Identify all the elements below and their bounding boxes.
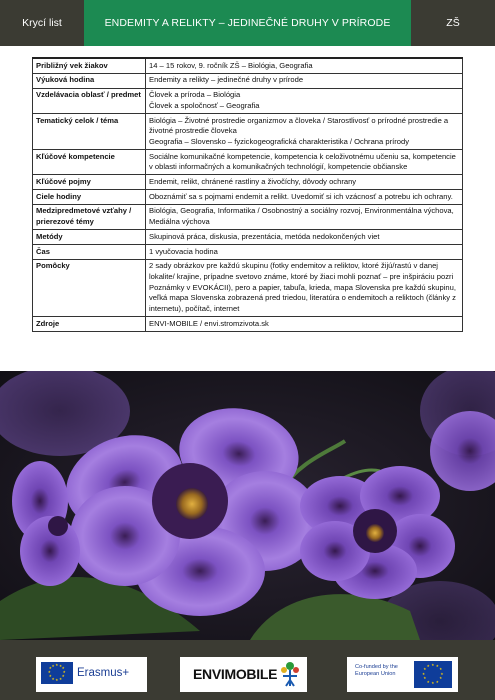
row-key: Ciele hodiny [33,190,146,205]
eu-star-icon: ★ [58,663,63,668]
eu-star-icon: ★ [61,666,65,671]
eu-star-icon: ★ [58,676,63,681]
erasmus-label: Erasmus+ [77,667,130,679]
page-header [0,0,495,46]
row-key: Približný vek žiakov [33,58,146,73]
row-key: Medzipredmetové vzťahy / prierezové témy [33,204,146,229]
eu-star-icon: ★ [435,663,440,668]
tree-figure-icon [277,660,303,688]
row-key: Tematický celok / téma [33,113,146,149]
table-row [33,73,463,88]
row-value: ENVI-MOBILE / envi.stromzivota.sk [146,316,463,331]
flower-photo [0,371,495,640]
eu-flag-icon [414,661,452,688]
eu-star-icon: ★ [435,679,440,684]
eu-star-icon: ★ [431,662,435,667]
row-value: Endemity a relikty – jedinečné druhy v prírode [146,73,463,88]
row-key: Metódy [33,230,146,245]
eu-star-icon: ★ [51,676,55,681]
eu-star-icon: ★ [431,680,435,685]
row-value: Endemit, relikt, chránené rastliny a živočíchy, dôvody ochrany [146,175,463,190]
eu-star-icon: ★ [48,673,52,678]
table-row [33,113,463,149]
table-row [33,230,463,245]
header-title: ENDEMITY A RELIKTY – JEDINEČNÉ DRUHY V PRÍRODE [84,0,411,46]
eu-star-icon: ★ [62,670,66,675]
row-key: Vzdelávacia oblasť / predmet [33,88,146,113]
table-row [33,58,463,73]
row-key: Pomôcky [33,259,146,316]
eu-star-icon: ★ [48,666,52,671]
eu-star-icon: ★ [423,667,427,672]
eu-star-icon: ★ [423,676,427,681]
row-value: Človek a príroda – Biológia Človek a spoločnosť – Geografia [146,88,463,113]
eu-star-icon: ★ [55,662,59,667]
cofunded-label: Co-funded by the European Union [355,664,398,677]
row-value: 14 – 15 rokov, 9. ročník ZŠ – Biológia, Geografia [146,58,463,73]
table-row [33,175,463,190]
table-row [33,204,463,229]
header-label-left: Krycí list [0,0,84,46]
eu-star-icon: ★ [422,671,426,676]
table-row [33,316,463,331]
row-value: Biológia, Geografia, Informatika / Osobnostný a sociálny rozvoj, Environmentálna výchova, Mediálna výchova [146,204,463,229]
petunia-image [0,371,495,640]
table-row [33,259,463,316]
eu-star-icon: ★ [439,676,443,681]
table-row [33,245,463,260]
eu-flag-icon [41,662,73,684]
eu-star-icon: ★ [47,670,51,675]
row-key: Kľúčové kompetencie [33,149,146,174]
info-table [32,57,463,332]
row-value: 2 sady obrázkov pre každú skupinu (fotky endemitov a reliktov, ktoré žijú/rastú v danej lokalite/ krajine, prípadne svetovo známe, ktoré by žiaci mohli poznať – pre inšpiráciu pozri Poznámky v EVOKÁCII), pero a papier, tabuľa, krieda, mapa Slovenska pre každú skupinu, veľká mapa Slovenska zobrazená pred triedou, literatúra o endemitoch a reliktoch (články z internetu), počítač, internet [146,259,463,316]
row-key: Zdroje [33,316,146,331]
eu-star-icon: ★ [426,663,430,668]
eu-star-icon: ★ [61,673,65,678]
eu-star-icon: ★ [439,667,443,672]
row-value: Sociálne komunikačné kompetencie, kompetencia k celoživotnému učeniu sa, kompetencie v oblasti informačných a komunikačných technológií, kompetencie občianske [146,149,463,174]
envimobile-label: ENVIMOBILE [193,666,278,682]
row-key: Výuková hodina [33,73,146,88]
eu-star-icon: ★ [440,671,444,676]
row-value: Skupinová práca, diskusia, prezentácia, metóda nedokončených viet [146,230,463,245]
eu-star-icon: ★ [55,677,59,682]
row-value: 1 vyučovacia hodina [146,245,463,260]
table-row [33,88,463,113]
row-key: Čas [33,245,146,260]
eu-star-icon: ★ [426,679,430,684]
row-value: Oboznámiť sa s pojmami endemit a relikt. Uvedomiť si ich vzácnosť a potrebu ich ochrany. [146,190,463,205]
row-value: Biológia – Životné prostredie organizmov a človeka / Starostlivosť o prírodné prostredie a životné prostredie človeka Geografia – Slovensko – fyzickogeografická charakteristika / Ochrana prírody [146,113,463,149]
header-label-right: ZŠ [411,0,495,46]
row-key: Kľúčové pojmy [33,175,146,190]
table-row [33,190,463,205]
eu-star-icon: ★ [51,663,55,668]
table-row [33,149,463,174]
